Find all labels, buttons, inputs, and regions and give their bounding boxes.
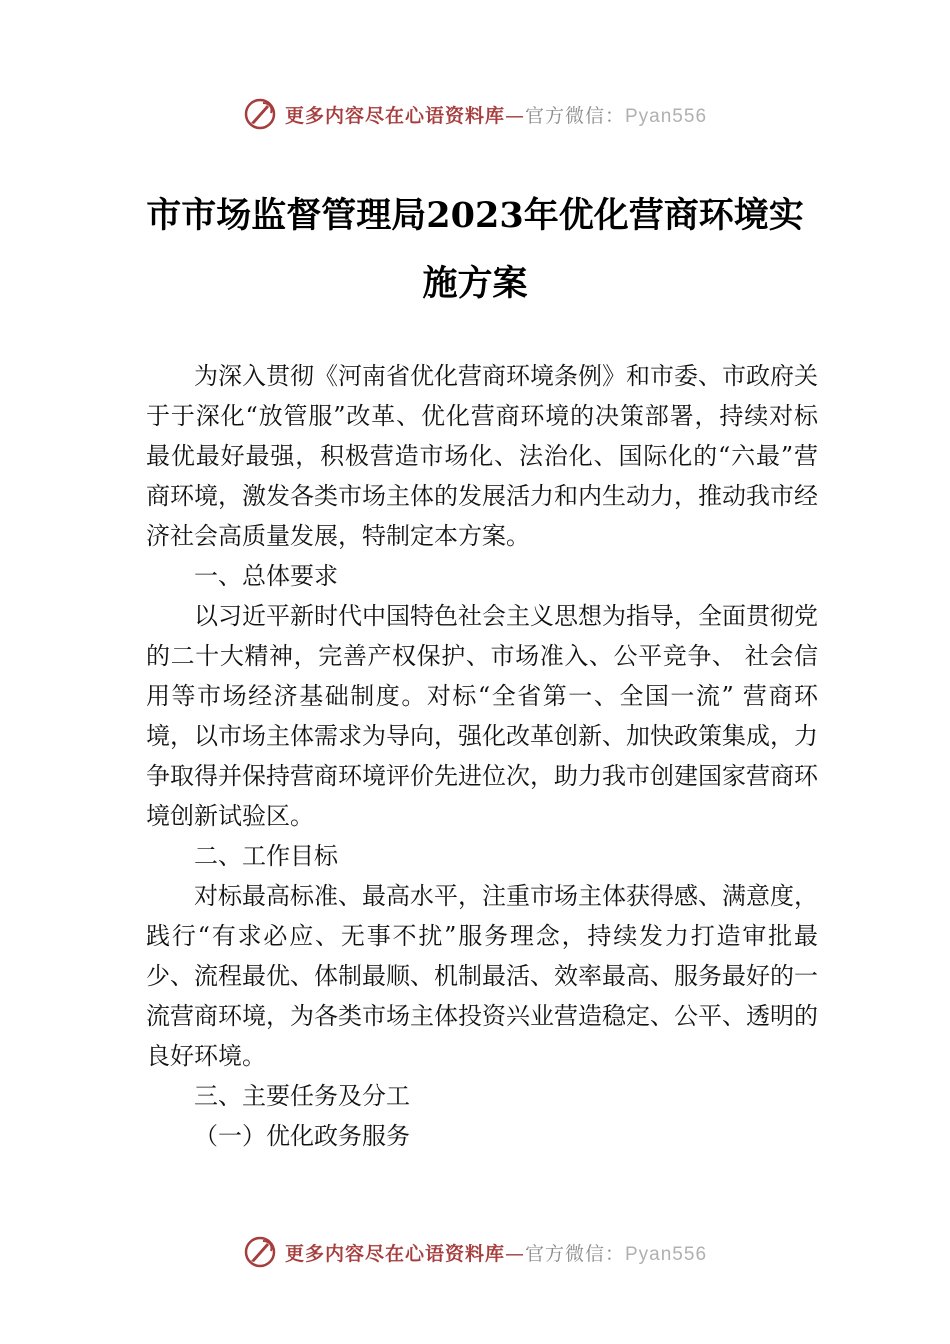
watermark-wechat-label: 官方微信： (524, 104, 625, 127)
watermark-wechat-id: Pyan556 (625, 105, 708, 127)
section-heading-2: 二、工作目标 (194, 842, 338, 870)
watermark-brand: 更多内容尽在心语资料库 (284, 1242, 505, 1265)
watermark-brand: 更多内容尽在心语资料库 (284, 104, 505, 127)
watermark-text (285, 101, 707, 128)
watermark-footer (0, 1232, 950, 1272)
section-heading-1: 一、总体要求 (194, 562, 338, 590)
document-title-line-1: 市市场监督管理局2023年优化营商环境实 (146, 195, 804, 236)
watermark-header (0, 94, 950, 134)
section-2-paragraph: 对标最高标准、最高水平，注重市场主体获得感、满意度，践行“有求必应、无事不扰”服务理念，持续发力打造审批最少、流程最优、体制最顺、机制最活、效率最高、服务最好的一流营商环境，为各类市场主体投资兴业营造稳定、公平、透明的良好环境。 (146, 882, 818, 1070)
watermark-text (285, 1239, 707, 1266)
watermark-wechat-id: Pyan556 (625, 1243, 708, 1265)
section-1-paragraph: 以习近平新时代中国特色社会主义思想为指导，全面贯彻党的二十大精神，完善产权保护、市场准入、公平竞争、 社会信用等市场经济基础制度。对标“全省第一、全国一流” 营商环境，以市场主体需求为导向，强化改革创新、加快政策集成，力争取得并保持营商环境评价先进位次，助力我市创建国家营商环境创新试验区。 (146, 602, 818, 830)
quill-logo-icon (243, 97, 277, 131)
document-title-line-2: 施方案 (422, 263, 528, 304)
watermark-wechat-label: 官方微信： (524, 1242, 625, 1265)
intro-paragraph: 为深入贯彻《河南省优化营商环境条例》和市委、市政府关于于深化“放管服”改革、优化营商环境的决策部署，持续对标最优最好最强，积极营造市场化、法治化、国际化的“六最”营商环境，激发各类市场主体的发展活力和内生动力，推动我市经济社会高质量发展，特制定本方案。 (146, 362, 818, 550)
quill-logo-icon (243, 1235, 277, 1269)
watermark-dash: — (504, 104, 525, 127)
document-body (146, 356, 818, 1156)
subsection-heading-3-1: （一）优化政务服务 (194, 1122, 410, 1150)
section-heading-3: 三、主要任务及分工 (194, 1082, 410, 1110)
watermark-dash: — (504, 1242, 525, 1265)
